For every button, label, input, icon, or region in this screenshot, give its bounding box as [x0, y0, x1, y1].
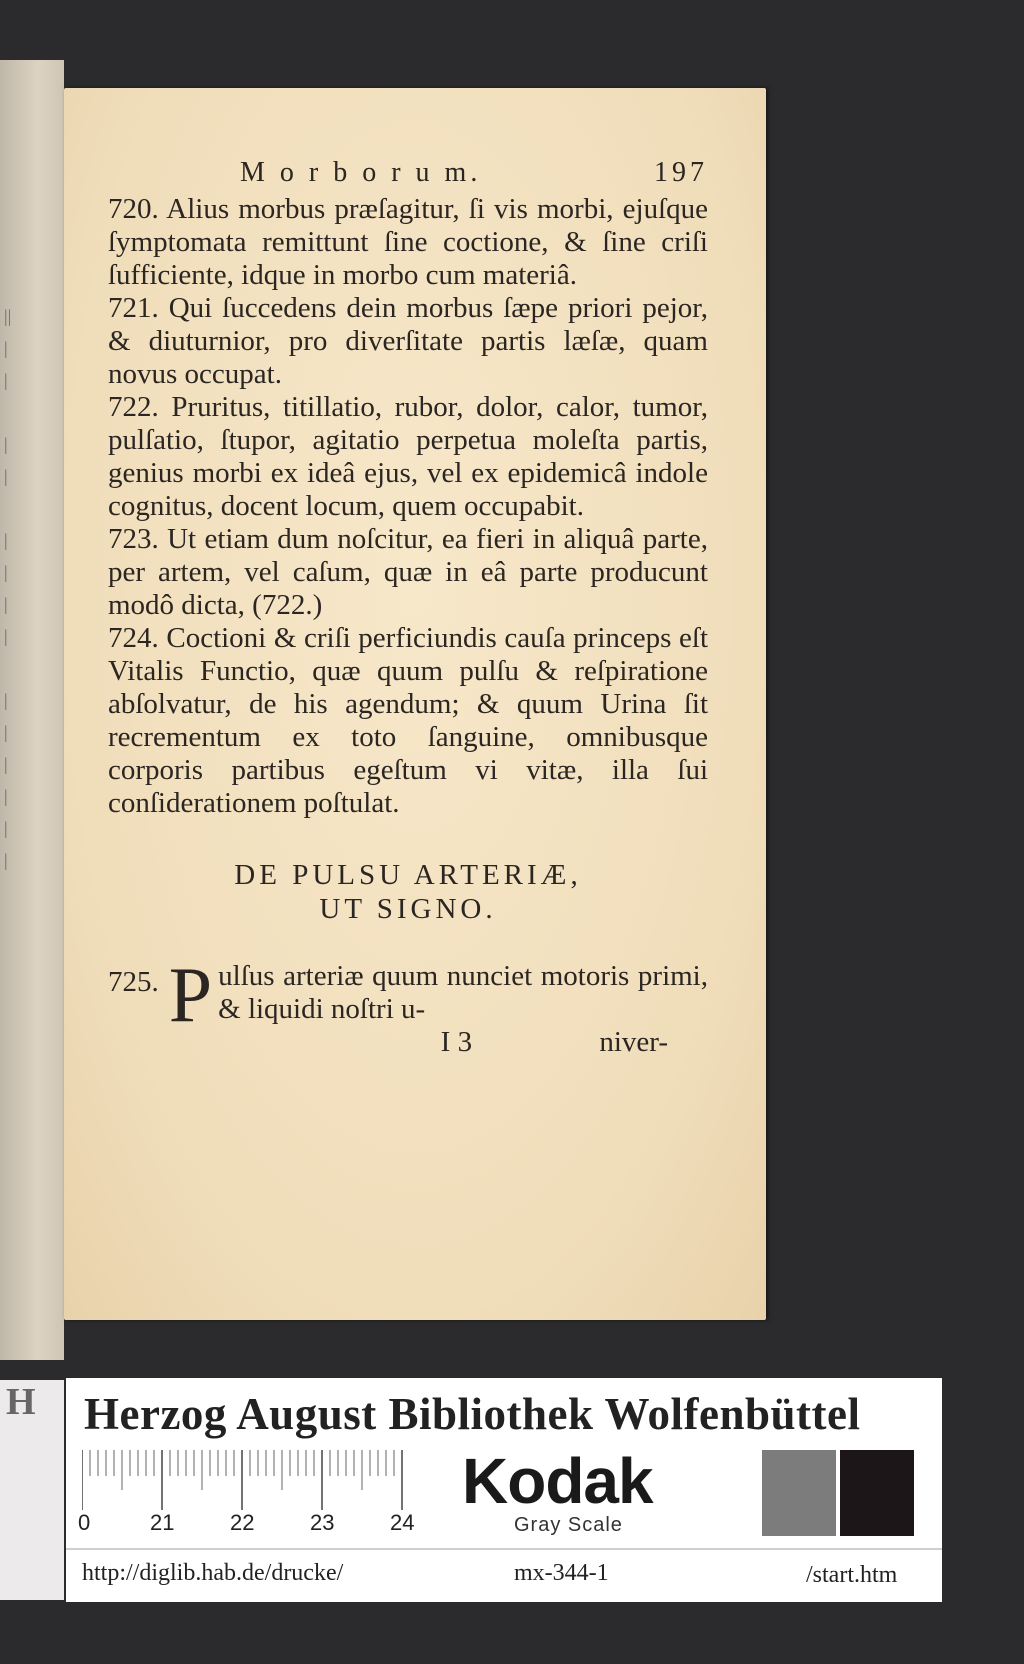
- section-heading: [108, 858, 708, 926]
- gray-scale-label: Gray Scale: [514, 1514, 623, 1536]
- library-title: Herzog August Bibliothek Wolfenbüttel: [84, 1389, 861, 1439]
- library-url: http://diglib.hab.de/drucke/: [82, 1560, 344, 1586]
- heading-line-1: DE PULSU ARTERIÆ,: [234, 859, 582, 891]
- book-page: [64, 88, 766, 1320]
- signature-mark: I 3: [440, 1026, 473, 1058]
- left-strip-edge: [0, 1380, 64, 1600]
- gray-swatch: [762, 1450, 836, 1536]
- strip-divider: [66, 1548, 942, 1550]
- page-text: [108, 156, 708, 1059]
- facing-page-edge: [0, 60, 64, 1360]
- drop-capital: P: [168, 951, 213, 1038]
- facing-page-marks: || | | | | | | | | | | | | | |: [4, 306, 12, 870]
- paragraph-number: 725.: [108, 966, 159, 998]
- paragraph-722: 722. Pruritus, titillatio, rubor, dolor, calor, tumor, pulſatio, ſtupor, agitatio perpetua moleſta partis, genius morbi ex ideâ ejus, vel ex epidemicâ indole cognitus, docent locum, quem occupabit.: [108, 391, 708, 522]
- paragraph-723: 723. Ut etiam dum noſcitur, ea fieri in aliquâ parte, per artem, vel caſum, quæ in eâ parte producunt modô dicta, (722.): [108, 523, 708, 621]
- color-target-strip: [66, 1378, 942, 1602]
- start-page-path: /start.htm: [806, 1562, 898, 1588]
- heading-line-2: UT SIGNO.: [319, 893, 497, 925]
- page-number: 197: [654, 157, 708, 188]
- ruler-label: 0: [78, 1510, 91, 1535]
- ruler-label: 22: [230, 1510, 255, 1535]
- kodak-logo: Kodak: [462, 1445, 653, 1517]
- paragraph-724: 724. Coctioni & criſi perficiundis cauſa princeps eſt Vitalis Functio, quæ quum pulſu & reſpiratione abſolvatur, de his agendum; & quum Urina ſit recrementum ex toto ſanguine, omnibusque corporis partibus egeſtum vi vitæ, illa ſui conſiderationem poſtulat.: [108, 622, 708, 819]
- shelfmark-code: mx-344-1: [514, 1560, 609, 1586]
- running-title: M o r b o r u m.: [240, 157, 482, 188]
- ruler-label: 23: [310, 1510, 335, 1535]
- running-header: [108, 156, 708, 189]
- paragraph-725: [108, 951, 708, 1038]
- left-strip-text: H: [6, 1381, 36, 1423]
- ruler-label: 24: [390, 1510, 415, 1535]
- catchword: niver-: [599, 1026, 668, 1058]
- paragraph-725-text: ulſus arteriæ quum nunciet motoris primi, & liquidi noſtri u-: [218, 960, 708, 1025]
- ruler-label: 21: [150, 1510, 175, 1535]
- black-swatch: [840, 1450, 914, 1536]
- paragraph-720: 720. Alius morbus præſagitur, ſi vis morbi, ejuſque ſymptomata remittunt ſine coctione, & ſine criſi ſufficiente, idque in morbo cum materiâ.: [108, 193, 708, 291]
- paragraph-721: 721. Qui ſuccedens dein morbus ſæpe priori pejor, & diuturnior, pro diverſitate partis læſæ, quam novus occupat.: [108, 292, 708, 390]
- ruler-scale: [82, 1450, 442, 1510]
